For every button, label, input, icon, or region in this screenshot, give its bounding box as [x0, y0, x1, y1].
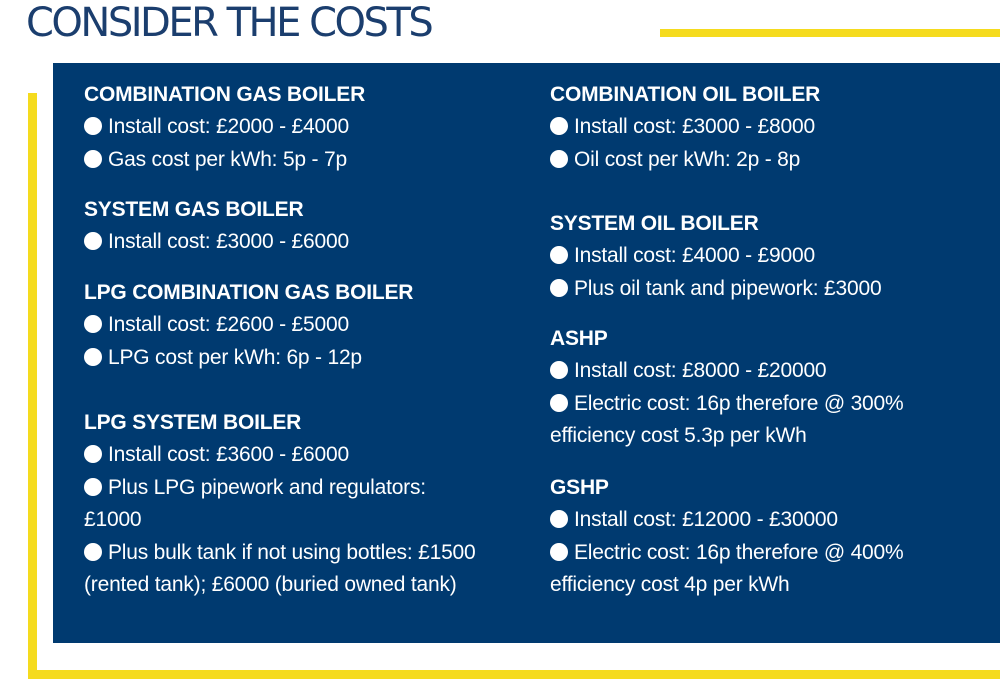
list-item-continuation: (rented tank); £6000 (buried owned tank) [84, 573, 457, 596]
item-text: Install cost: £12000 - £30000 [574, 508, 838, 531]
bullet-icon [84, 348, 102, 366]
list-item [550, 388, 990, 421]
bullet-icon [550, 361, 568, 379]
accent-rule-top [660, 29, 1000, 37]
item-text: Install cost: £2000 - £4000 [108, 115, 349, 138]
section-lpg-system-boiler [84, 407, 524, 602]
section-ashp [550, 323, 990, 453]
list-item-continuation: efficiency cost 4p per kWh [550, 573, 790, 596]
bullet-icon [550, 543, 568, 561]
item-text: Install cost: £8000 - £20000 [574, 359, 827, 382]
list-item [84, 342, 524, 375]
bullet-icon [550, 246, 568, 264]
section-title: GSHP [550, 476, 609, 499]
list-item-continuation: £1000 [84, 508, 142, 531]
item-text: Install cost: £3000 - £6000 [108, 230, 349, 253]
list-item [550, 355, 990, 388]
list-item [550, 144, 990, 177]
section-combination-gas-boiler [84, 79, 524, 176]
item-text: Install cost: £3000 - £8000 [574, 115, 815, 138]
item-text: Gas cost per kWh: 5p - 7p [108, 147, 347, 171]
item-text: Plus LPG pipework and regulators: [108, 475, 426, 499]
bullet-icon [550, 394, 568, 412]
item-text: Plus oil tank and pipework: £3000 [574, 276, 882, 300]
list-item [550, 504, 990, 537]
list-item [550, 537, 990, 570]
list-item [84, 111, 524, 144]
section-title: COMBINATION GAS BOILER [84, 83, 366, 106]
section-system-gas-boiler [84, 194, 524, 259]
item-text: Install cost: £3600 - £6000 [108, 443, 349, 466]
section-title: ASHP [550, 327, 608, 350]
bullet-icon [84, 445, 102, 463]
bullet-icon [84, 543, 102, 561]
item-text: Install cost: £2600 - £5000 [108, 313, 349, 336]
bullet-icon [550, 117, 568, 135]
list-item [84, 537, 524, 570]
bullet-icon [84, 117, 102, 135]
list-item [84, 439, 524, 472]
accent-rule-bottom [28, 670, 1000, 679]
section-lpg-combination-gas-boiler [84, 277, 524, 374]
item-text: Electric cost: 16p therefore @ 300% [574, 391, 904, 415]
section-system-oil-boiler [550, 208, 990, 305]
bullet-icon [84, 315, 102, 333]
item-text: Plus bulk tank if not using bottles: £1500 [108, 540, 476, 564]
list-item [84, 144, 524, 177]
list-item [550, 273, 990, 306]
section-combination-oil-boiler [550, 79, 990, 176]
section-title: LPG COMBINATION GAS BOILER [84, 281, 414, 304]
bullet-icon [84, 478, 102, 496]
list-item [550, 240, 990, 273]
item-text: Electric cost: 16p therefore @ 400% [574, 540, 904, 564]
page-title: CONSIDER THE COSTS [26, 0, 432, 46]
item-text: Install cost: £4000 - £9000 [574, 244, 815, 267]
bullet-icon [84, 150, 102, 168]
bullet-icon [550, 150, 568, 168]
accent-rule-left [28, 93, 37, 679]
item-text: Oil cost per kWh: 2p - 8p [574, 147, 801, 171]
section-title: SYSTEM GAS BOILER [84, 198, 304, 221]
bullet-icon [550, 510, 568, 528]
section-title: LPG SYSTEM BOILER [84, 411, 302, 434]
costs-panel [53, 63, 1000, 643]
bullet-icon [550, 279, 568, 297]
list-item-continuation: efficiency cost 5.3p per kWh [550, 424, 807, 447]
item-text: LPG cost per kWh: 6p - 12p [108, 345, 362, 369]
list-item [550, 111, 990, 144]
list-item [84, 226, 524, 259]
section-title: COMBINATION OIL BOILER [550, 83, 821, 106]
section-title: SYSTEM OIL BOILER [550, 212, 759, 235]
section-gshp [550, 472, 990, 602]
bullet-icon [84, 232, 102, 250]
list-item [84, 309, 524, 342]
list-item [84, 472, 524, 505]
